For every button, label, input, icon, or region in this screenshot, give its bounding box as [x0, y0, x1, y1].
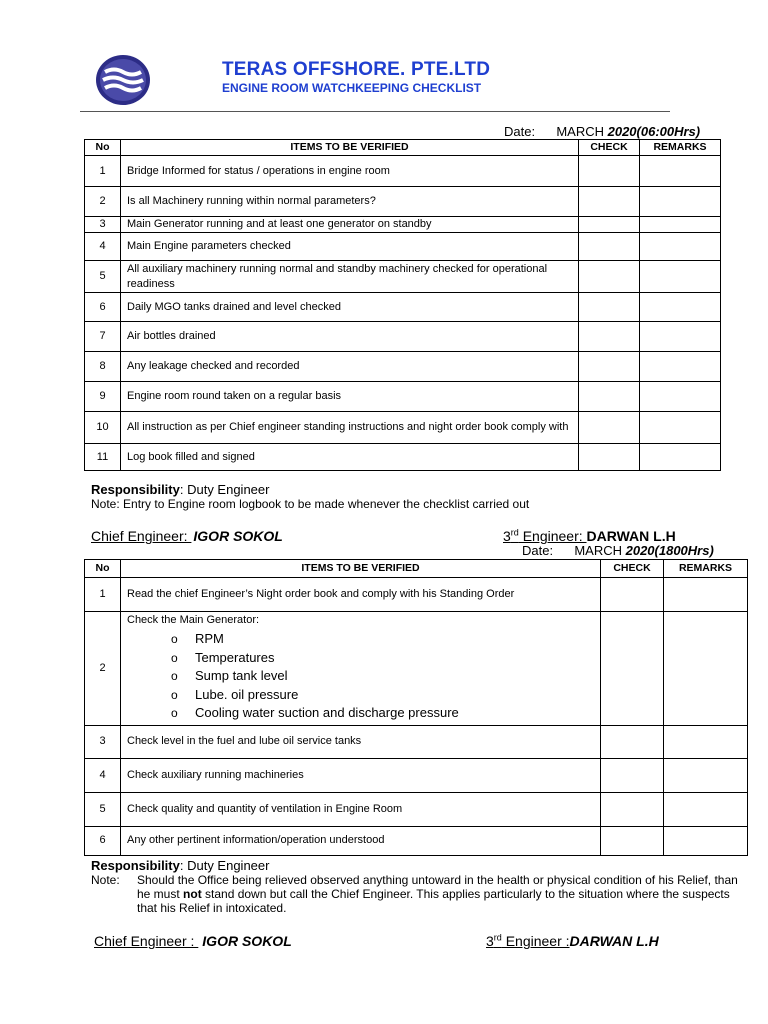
note-label: Note: — [91, 873, 120, 887]
remarks-cell[interactable] — [640, 293, 721, 322]
remarks-cell[interactable] — [640, 412, 721, 444]
check-cell[interactable] — [579, 322, 640, 352]
row-no: 6 — [85, 826, 121, 855]
check-cell[interactable] — [579, 293, 640, 322]
row-item: Log book filled and signed — [121, 444, 579, 471]
remarks-cell[interactable] — [640, 382, 721, 412]
table-row — [85, 217, 721, 233]
table-row — [85, 725, 748, 758]
col-check: CHECK — [601, 560, 664, 578]
check-cell[interactable] — [601, 826, 664, 855]
chief-engineer-name: IGOR SOKOL — [202, 933, 292, 949]
date-line-1 — [504, 124, 700, 139]
sub-item-text: Cooling water suction and discharge pressure — [195, 705, 459, 720]
row-item: Main Engine parameters checked — [121, 233, 579, 261]
check-cell[interactable] — [601, 612, 664, 726]
company-name: TERAS OFFSHORE. PTE.LTD — [222, 59, 491, 80]
check-cell[interactable] — [579, 352, 640, 382]
row-no: 10 — [85, 412, 121, 444]
company-logo — [95, 54, 151, 106]
table-row — [85, 293, 721, 322]
row-item: Bridge Informed for status / operations in engine room — [121, 156, 579, 187]
remarks-cell[interactable] — [664, 758, 748, 792]
chief-engineer-signature-2 — [94, 933, 292, 949]
check-cell[interactable] — [579, 382, 640, 412]
third-sup: rd — [493, 932, 502, 943]
note-emphasis: not — [183, 887, 202, 901]
table-header-row — [85, 140, 721, 156]
date-label: Date: — [522, 543, 554, 558]
check-cell[interactable] — [579, 217, 640, 233]
table-row — [85, 412, 721, 444]
table-row — [85, 233, 721, 261]
check-cell[interactable] — [601, 578, 664, 612]
responsibility-value: : Duty Engineer — [179, 482, 270, 497]
remarks-cell[interactable] — [640, 156, 721, 187]
remarks-cell[interactable] — [640, 187, 721, 217]
col-no: No — [85, 140, 121, 156]
date-value: 2020(06:00Hrs) — [607, 124, 701, 139]
row-item: All auxiliary machinery running normal and standby machinery checked for operational readiness — [121, 261, 579, 293]
col-remarks: REMARKS — [640, 140, 721, 156]
date-month: MARCH — [574, 543, 626, 558]
check-cell[interactable] — [601, 758, 664, 792]
table-row — [85, 261, 721, 293]
date-month: MARCH — [556, 124, 608, 139]
checklist-table-2 — [84, 559, 748, 856]
bullet-icon: o — [171, 650, 178, 665]
table-header-row — [85, 560, 748, 578]
check-cell[interactable] — [601, 725, 664, 758]
third-engineer-signature-2 — [486, 933, 659, 949]
row-no: 2 — [85, 187, 121, 217]
row-no: 9 — [85, 382, 121, 412]
row-item: Daily MGO tanks drained and level checked — [121, 293, 579, 322]
check-cell[interactable] — [601, 792, 664, 826]
row-item: All instruction as per Chief engineer standing instructions and night order book comply with — [121, 412, 579, 444]
table-row — [85, 352, 721, 382]
row-no: 5 — [85, 792, 121, 826]
table-row — [85, 792, 748, 826]
table-row — [85, 612, 748, 726]
table-row — [85, 156, 721, 187]
date-line-2 — [522, 543, 714, 558]
col-remarks: REMARKS — [664, 560, 748, 578]
table-row — [85, 187, 721, 217]
responsibility-label: Responsibility — [91, 482, 180, 497]
chief-engineer-label: Chief Engineer : — [94, 933, 199, 949]
row-no: 5 — [85, 261, 121, 293]
row-no: 8 — [85, 352, 121, 382]
table-row — [85, 826, 748, 855]
checklist-title: ENGINE ROOM WATCHKEEPING CHECKLIST — [222, 81, 482, 95]
note-text — [137, 873, 741, 915]
table-row — [85, 578, 748, 612]
row-no: 7 — [85, 322, 121, 352]
chief-engineer-label: Chief Engineer: — [91, 528, 192, 544]
responsibility-1 — [91, 482, 269, 497]
third-engineer-name: DARWAN L.H — [586, 528, 676, 544]
remarks-cell[interactable] — [664, 578, 748, 612]
row-no: 3 — [85, 725, 121, 758]
date-label: Date: — [504, 124, 536, 139]
list-item — [171, 649, 594, 668]
sub-item-text: Sump tank level — [195, 668, 288, 683]
row-item: Check the Main Generator: — [127, 614, 260, 626]
checklist-table-1 — [84, 139, 721, 471]
third-engineer-name: DARWAN L.H — [569, 933, 659, 949]
responsibility-label: Responsibility — [91, 858, 180, 873]
row-item: Is all Machinery running within normal parameters? — [121, 187, 579, 217]
note-part-2: stand down but call the Chief Engineer. This applies particularly to the situation where the suspects that his Relief in intoxicated. — [137, 887, 730, 915]
col-items: ITEMS TO BE VERIFIED — [121, 560, 601, 578]
check-cell[interactable] — [579, 261, 640, 293]
chief-engineer-signature-1 — [91, 528, 283, 544]
row-item: Check level in the fuel and lube oil service tanks — [121, 725, 601, 758]
table-row — [85, 444, 721, 471]
bullet-icon: o — [171, 706, 178, 720]
third-prefix: 3 — [486, 933, 494, 949]
note-2 — [91, 873, 741, 915]
row-no: 3 — [85, 217, 121, 233]
row-item: Any leakage checked and recorded — [121, 352, 579, 382]
check-cell[interactable] — [579, 187, 640, 217]
row-no: 2 — [85, 612, 121, 726]
row-item: Check quality and quantity of ventilation in Engine Room — [121, 792, 601, 826]
check-cell[interactable] — [579, 412, 640, 444]
bullet-icon: o — [171, 632, 178, 646]
bullet-icon: o — [171, 687, 178, 702]
row-item: Engine room round taken on a regular basis — [121, 382, 579, 412]
remarks-cell[interactable] — [640, 322, 721, 352]
row-no: 6 — [85, 293, 121, 322]
sub-item-list — [127, 630, 594, 723]
list-item — [171, 686, 594, 705]
header-divider — [80, 111, 670, 112]
row-item-with-subitems — [121, 612, 601, 726]
col-no: No — [85, 560, 121, 578]
remarks-cell[interactable] — [664, 612, 748, 726]
remarks-cell[interactable] — [640, 233, 721, 261]
row-item: Any other pertinent information/operation understood — [121, 826, 601, 855]
responsibility-value: : Duty Engineer — [179, 858, 270, 873]
remarks-cell[interactable] — [640, 217, 721, 233]
col-items: ITEMS TO BE VERIFIED — [121, 140, 579, 156]
remarks-cell[interactable] — [664, 725, 748, 758]
note-1: Note: Entry to Engine room logbook to be made whenever the checklist carried out — [91, 497, 530, 511]
sub-item-text: Temperatures — [195, 649, 275, 665]
table-row — [85, 382, 721, 412]
row-no: 1 — [85, 578, 121, 612]
row-no: 1 — [85, 156, 121, 187]
row-no: 4 — [85, 233, 121, 261]
remarks-cell[interactable] — [640, 352, 721, 382]
row-item: Air bottles drained — [121, 322, 579, 352]
list-item — [171, 704, 594, 723]
third-engineer-label: Engineer : — [501, 933, 570, 949]
note-part-1: Should the Office being relieved observed anything untoward in the health or physical condition of his Relief, than he must — [137, 873, 738, 901]
table-row — [85, 322, 721, 352]
remarks-cell[interactable] — [664, 826, 748, 855]
third-engineer-label: Engineer: — [518, 528, 587, 544]
sub-item-text: RPM — [195, 631, 224, 646]
date-value: 2020(1800Hrs) — [625, 543, 714, 558]
col-check: CHECK — [579, 140, 640, 156]
third-engineer-signature-1 — [503, 528, 676, 544]
remarks-cell[interactable] — [664, 792, 748, 826]
table-row — [85, 758, 748, 792]
row-no: 4 — [85, 758, 121, 792]
check-cell[interactable] — [579, 156, 640, 187]
bullet-icon: o — [171, 669, 178, 683]
chief-engineer-name: IGOR SOKOL — [193, 528, 283, 544]
check-cell[interactable] — [579, 233, 640, 261]
row-no: 11 — [85, 444, 121, 471]
list-item — [171, 667, 594, 686]
remarks-cell[interactable] — [640, 444, 721, 471]
remarks-cell[interactable] — [640, 261, 721, 293]
row-item: Read the chief Engineer’s Night order book and comply with his Standing Order — [121, 578, 601, 612]
row-item: Main Generator running and at least one generator on standby — [121, 217, 579, 233]
third-prefix: 3 — [503, 528, 511, 544]
sub-item-text: Lube. oil pressure — [195, 686, 299, 702]
list-item — [171, 630, 594, 649]
responsibility-2 — [91, 858, 269, 873]
check-cell[interactable] — [579, 444, 640, 471]
row-item: Check auxiliary running machineries — [121, 758, 601, 792]
third-sup: rd — [510, 527, 519, 538]
